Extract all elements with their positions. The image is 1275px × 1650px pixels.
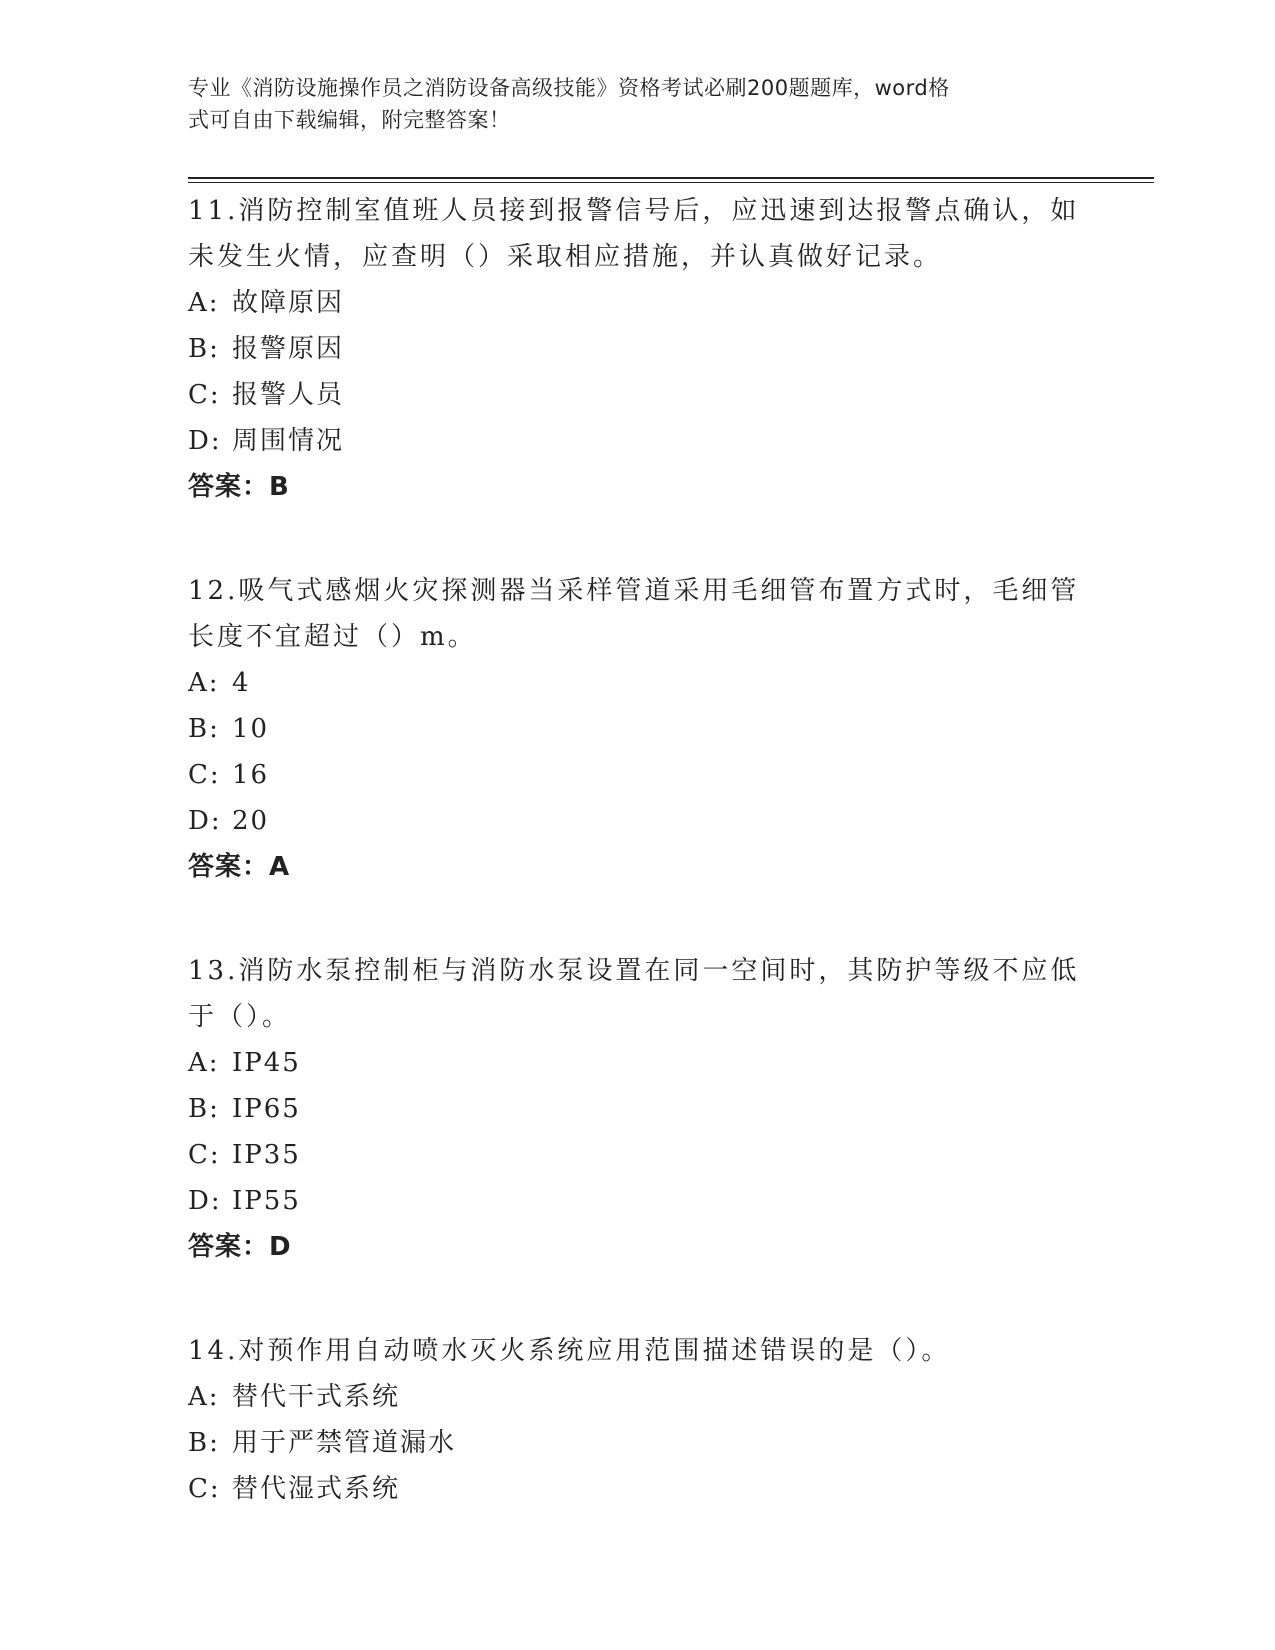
option-letter: B: (188, 714, 220, 744)
option-a (188, 1374, 1088, 1420)
option-letter: C: (188, 1474, 221, 1504)
question-12 (188, 568, 1088, 890)
document-header (188, 72, 1068, 136)
option-c (188, 1132, 1088, 1178)
question-stem-line-1: 11.消防控制室值班人员接到报警信号后，应迅速到达报警点确认，如 (188, 196, 1080, 226)
option-a (188, 1040, 1088, 1086)
option-c (188, 1466, 1088, 1512)
option-letter: A: (188, 1382, 220, 1412)
question-11 (188, 188, 1088, 510)
option-text: IP55 (232, 1186, 301, 1216)
option-text: 4 (232, 668, 251, 698)
option-text: 用于严禁管道漏水 (232, 1428, 457, 1458)
question-stem-line-2: 未发生火情，应查明（）采取相应措施，并认真做好记录。 (188, 242, 943, 272)
option-letter: A: (188, 1048, 220, 1078)
option-text: 16 (232, 760, 270, 790)
question-spacer (188, 1270, 1088, 1328)
option-b (188, 706, 1088, 752)
option-letter: B: (188, 1094, 220, 1124)
option-letter: C: (188, 1140, 221, 1170)
question-stem-line-2: 于（）。 (188, 1002, 292, 1032)
option-b (188, 1086, 1088, 1132)
option-b (188, 326, 1088, 372)
option-text: IP65 (232, 1094, 301, 1124)
option-a (188, 280, 1088, 326)
option-text: 周围情况 (232, 426, 345, 456)
question-spacer (188, 890, 1088, 948)
option-text: IP45 (232, 1048, 301, 1078)
option-letter: A: (188, 668, 220, 698)
option-letter: D: (188, 426, 222, 456)
question-spacer (188, 510, 1088, 568)
option-text: 报警人员 (232, 380, 345, 410)
answer-line: 答案：D (188, 1232, 292, 1262)
answer-line: 答案：B (188, 472, 290, 502)
option-text: 报警原因 (232, 334, 345, 364)
question-stem-line-1: 14.对预作用自动喷水灭火系统应用范围描述错误的是（）。 (188, 1336, 951, 1366)
option-letter: C: (188, 380, 221, 410)
option-d (188, 798, 1088, 844)
option-d (188, 1178, 1088, 1224)
header-line-1: 专业《消防设施操作员之消防设备高级技能》资格考试必刷200题题库，word格 (188, 76, 950, 100)
answer-line: 答案：A (188, 852, 291, 882)
option-letter: B: (188, 1428, 220, 1458)
question-stem-line-1: 13.消防水泵控制柜与消防水泵设置在同一空间时，其防护等级不应低 (188, 956, 1080, 986)
option-text: 替代干式系统 (232, 1382, 401, 1412)
option-a (188, 660, 1088, 706)
option-text: 故障原因 (232, 288, 345, 318)
header-divider-thin (188, 182, 1154, 183)
header-divider-thick (188, 177, 1154, 179)
option-text: 10 (232, 714, 270, 744)
option-letter: D: (188, 806, 222, 836)
option-b (188, 1420, 1088, 1466)
option-text: 替代湿式系统 (232, 1474, 401, 1504)
question-13 (188, 948, 1088, 1270)
question-14 (188, 1328, 1088, 1512)
option-c (188, 372, 1088, 418)
option-letter: A: (188, 288, 220, 318)
question-list (188, 188, 1088, 1512)
question-stem-line-2: 长度不宜超过（）m。 (188, 622, 477, 652)
option-d (188, 418, 1088, 464)
option-c (188, 752, 1088, 798)
option-letter: D: (188, 1186, 222, 1216)
option-text: 20 (232, 806, 270, 836)
option-letter: B: (188, 334, 220, 364)
option-letter: C: (188, 760, 221, 790)
option-text: IP35 (232, 1140, 301, 1170)
question-stem-line-1: 12.吸气式感烟火灾探测器当采样管道采用毛细管布置方式时，毛细管 (188, 576, 1080, 606)
header-line-2: 式可自由下载编辑，附完整答案！ (188, 108, 511, 132)
